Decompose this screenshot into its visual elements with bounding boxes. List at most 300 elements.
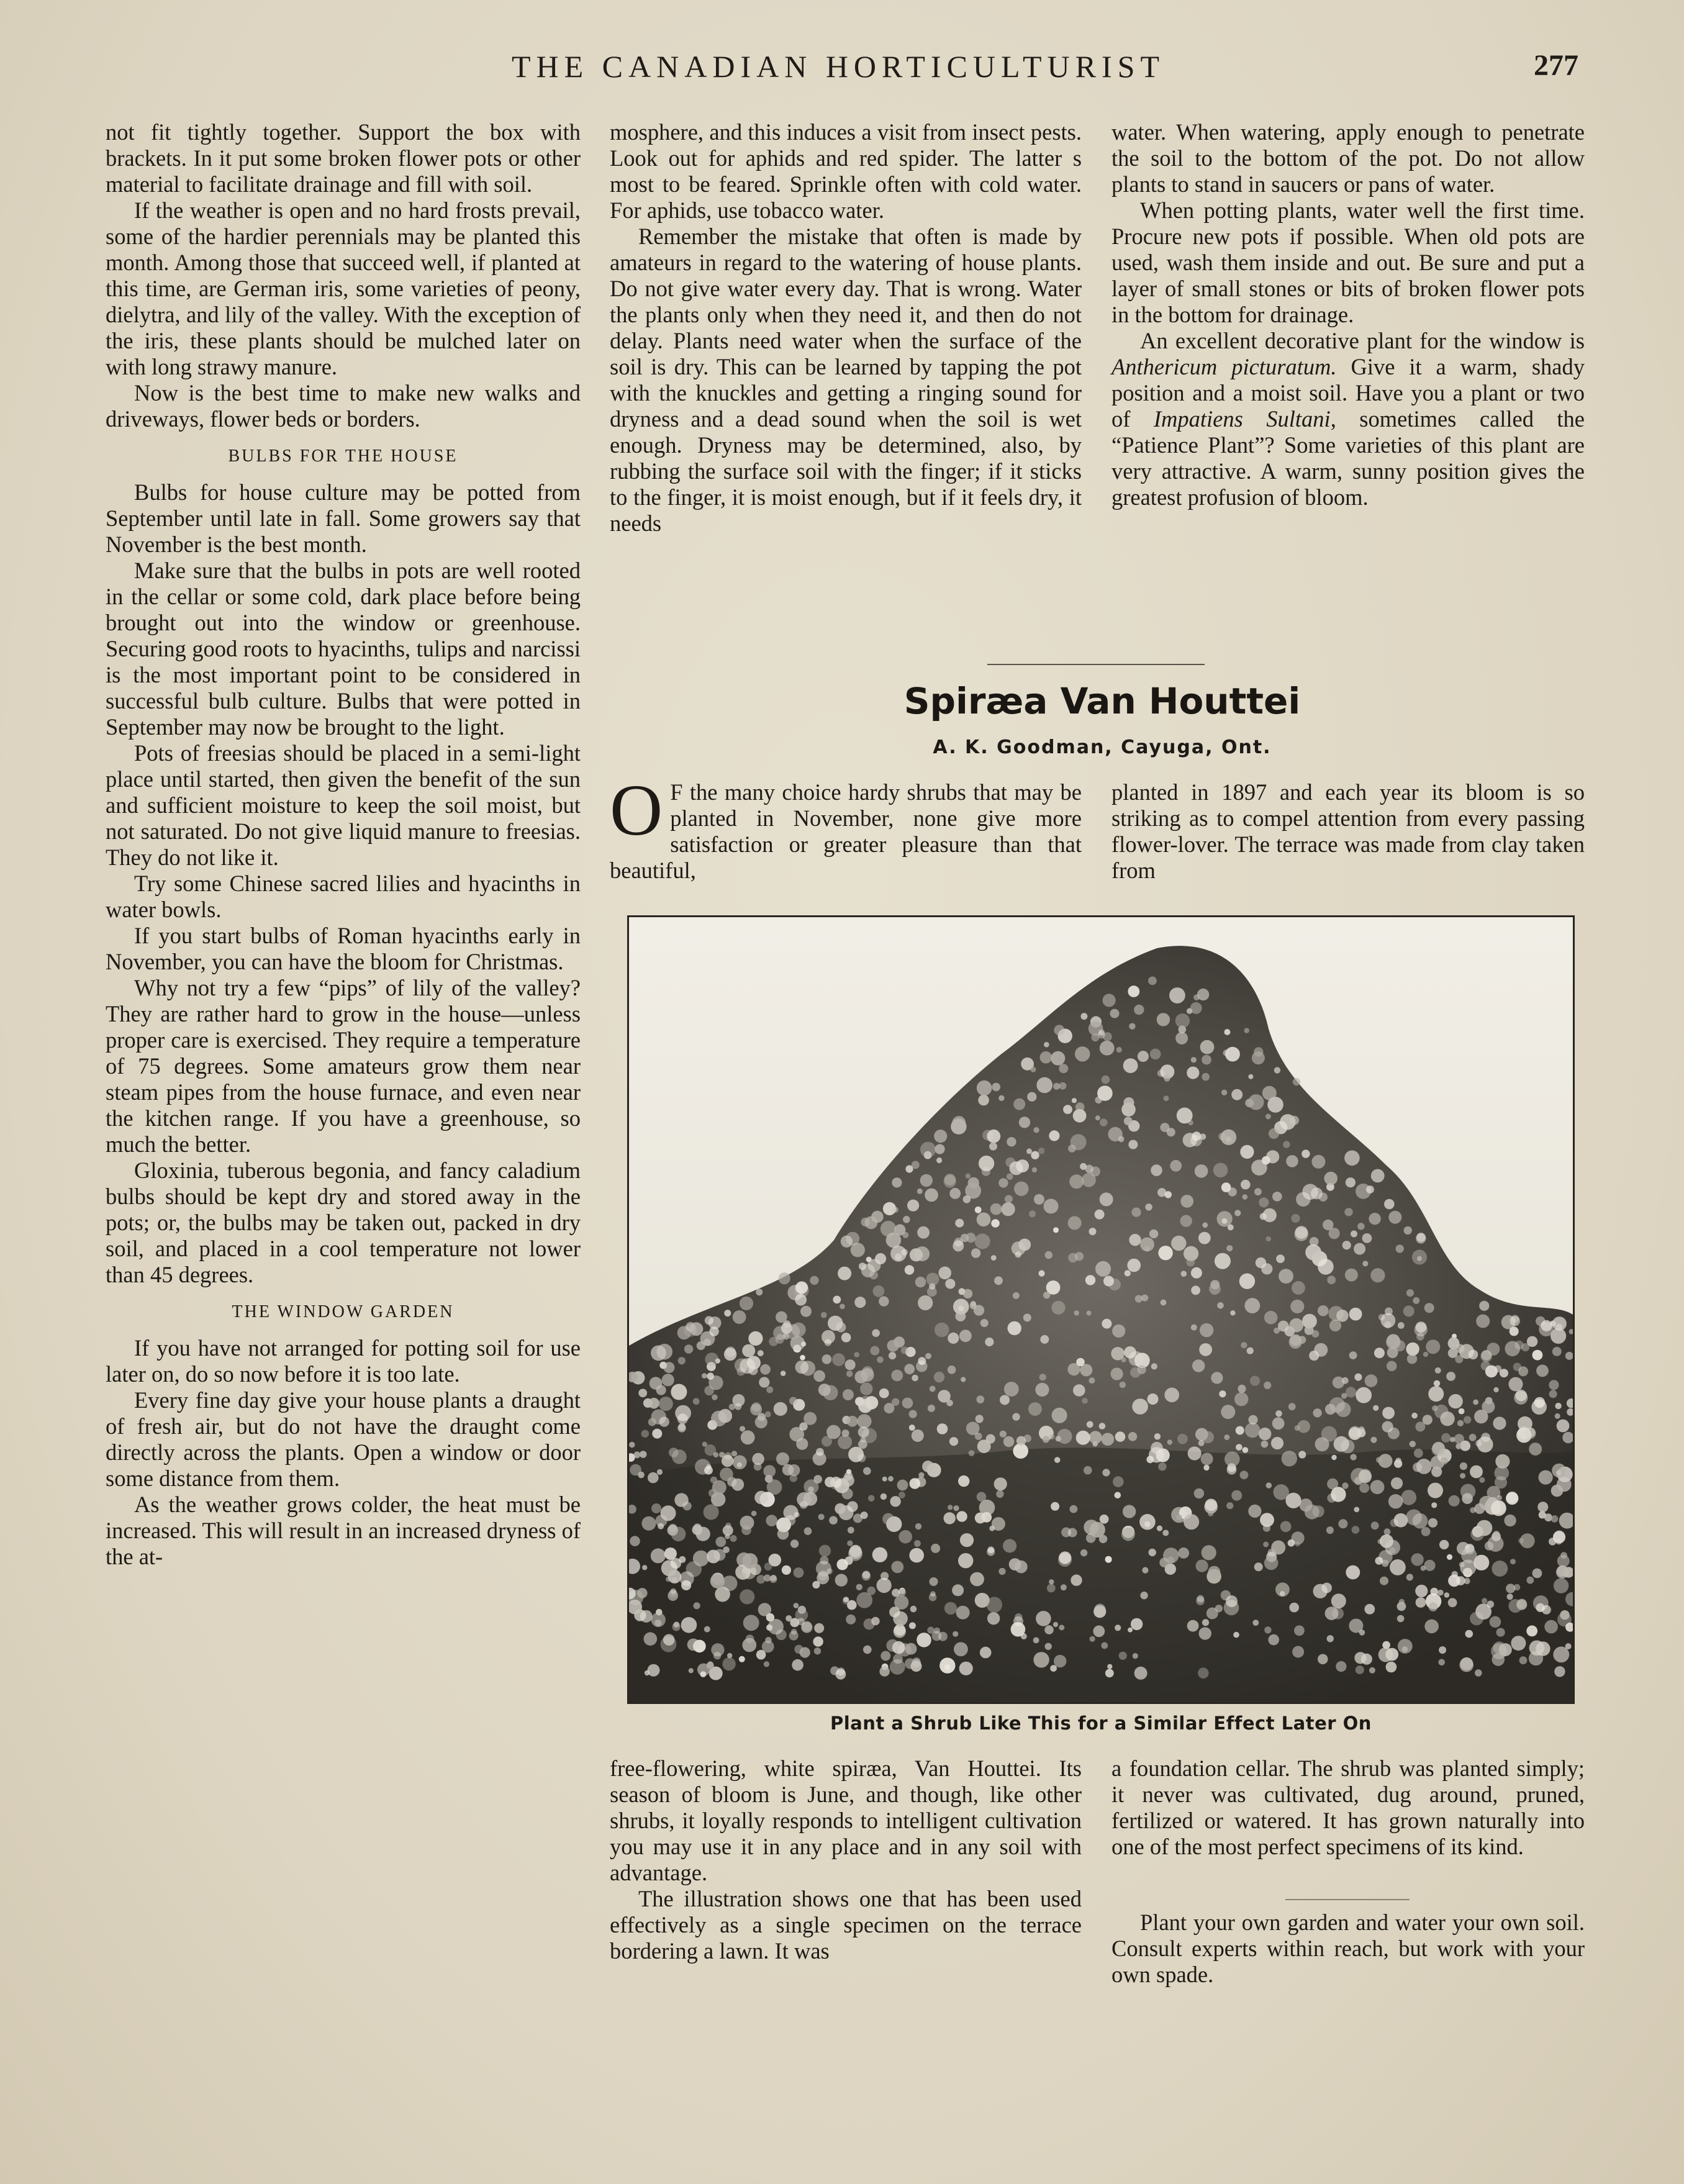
bloom-cluster bbox=[1177, 1108, 1193, 1124]
bloom-cluster bbox=[1504, 1515, 1516, 1526]
bloom-cluster bbox=[1482, 1598, 1487, 1603]
bloom-cluster bbox=[865, 1217, 878, 1230]
bloom-cluster bbox=[1365, 1374, 1378, 1387]
bloom-cluster bbox=[1129, 1234, 1141, 1246]
bloom-cluster bbox=[1113, 1476, 1124, 1487]
bloom-cluster bbox=[1301, 1149, 1310, 1158]
bloom-cluster bbox=[671, 1588, 677, 1595]
bloom-cluster bbox=[1243, 1447, 1249, 1453]
bloom-cluster bbox=[1448, 1394, 1462, 1408]
bloom-cluster bbox=[740, 1297, 753, 1310]
bloom-cluster bbox=[1161, 1300, 1167, 1306]
bloom-cluster bbox=[1099, 1423, 1106, 1430]
bloom-cluster bbox=[1437, 1590, 1444, 1596]
bloom-cluster bbox=[887, 1340, 899, 1352]
bloom-cluster bbox=[1225, 1047, 1240, 1062]
bloom-cluster bbox=[641, 1430, 650, 1438]
bloom-cluster bbox=[1429, 1602, 1438, 1611]
bloom-cluster bbox=[648, 1472, 659, 1484]
bloom-cluster bbox=[889, 1352, 896, 1359]
bloom-cluster bbox=[872, 1547, 887, 1562]
bloom-cluster bbox=[1016, 1436, 1026, 1446]
bloom-cluster bbox=[979, 1156, 994, 1171]
bloom-cluster bbox=[1087, 1421, 1093, 1428]
bloom-cluster bbox=[912, 1375, 918, 1382]
bloom-cluster bbox=[1384, 1528, 1391, 1535]
paragraph: mosphere, and this induces a visit from insect pests. Look out for aphids and red spider. The latter s most to be feared. Sprinkle often with cold water. For aphids, use tobacco water. bbox=[610, 119, 1082, 223]
bloom-cluster bbox=[794, 1603, 799, 1608]
bloom-cluster bbox=[1487, 1601, 1494, 1608]
bloom-cluster bbox=[1345, 1269, 1358, 1282]
bloom-cluster bbox=[1356, 1387, 1372, 1403]
bloom-cluster bbox=[1493, 1531, 1500, 1538]
bloom-cluster bbox=[661, 1505, 676, 1521]
bloom-cluster bbox=[1095, 1115, 1100, 1120]
bloom-cluster bbox=[1100, 1041, 1115, 1056]
bloom-cluster bbox=[1049, 1579, 1054, 1584]
bloom-cluster bbox=[1565, 1643, 1572, 1649]
bloom-cluster bbox=[1044, 1625, 1054, 1634]
bloom-cluster bbox=[1164, 1095, 1169, 1101]
bloom-cluster bbox=[953, 1240, 964, 1251]
article-intro-middle bbox=[610, 769, 1082, 884]
bloom-cluster bbox=[1331, 1487, 1346, 1502]
bloom-cluster bbox=[641, 1516, 656, 1531]
bloom-cluster bbox=[1462, 1493, 1473, 1504]
bloom-cluster bbox=[977, 1213, 991, 1227]
bloom-cluster bbox=[892, 1398, 899, 1406]
bloom-cluster bbox=[934, 1372, 944, 1382]
bloom-cluster bbox=[1421, 1566, 1426, 1571]
bloom-cluster bbox=[1089, 1431, 1102, 1444]
bloom-cluster bbox=[1465, 1630, 1474, 1638]
bloom-cluster bbox=[859, 1262, 866, 1270]
article-continuation-middle bbox=[610, 1756, 1082, 1964]
bloom-cluster bbox=[666, 1577, 671, 1582]
bloom-cluster bbox=[1327, 1276, 1336, 1284]
bloom-cluster bbox=[1380, 1534, 1393, 1548]
bloom-cluster bbox=[659, 1397, 673, 1411]
bloom-cluster bbox=[1482, 1400, 1495, 1413]
bloom-cluster bbox=[1398, 1639, 1413, 1654]
bloom-cluster bbox=[1231, 1089, 1243, 1100]
bloom-cluster bbox=[1034, 1194, 1044, 1205]
bloom-cluster bbox=[1536, 1365, 1549, 1377]
bloom-cluster bbox=[1554, 1666, 1565, 1677]
paragraph: a foundation cellar. The shrub was planted simply; it never was cultivated, dug around, pruned, fertilized or watered. It has grown naturally into one of the most perfect specimens of its kind. bbox=[1111, 1756, 1585, 1859]
bloom-cluster bbox=[1506, 1492, 1518, 1505]
bloom-cluster bbox=[960, 1533, 974, 1547]
section-heading-window-garden: THE WINDOW GARDEN bbox=[232, 1302, 455, 1321]
bloom-cluster bbox=[825, 1477, 835, 1487]
bloom-cluster bbox=[1397, 1615, 1405, 1623]
bloom-cluster bbox=[971, 1301, 976, 1307]
bloom-cluster bbox=[1375, 1557, 1383, 1565]
bloom-cluster bbox=[1241, 1342, 1247, 1348]
bloom-cluster bbox=[1549, 1390, 1557, 1398]
bloom-cluster bbox=[930, 1591, 936, 1597]
bloom-cluster bbox=[1349, 1427, 1362, 1440]
bloom-cluster bbox=[822, 1354, 832, 1364]
bloom-cluster bbox=[644, 1632, 658, 1646]
bloom-cluster bbox=[1475, 1440, 1482, 1447]
bloom-cluster bbox=[1455, 1443, 1461, 1449]
bloom-cluster bbox=[1557, 1420, 1570, 1433]
bloom-cluster bbox=[743, 1553, 758, 1569]
bloom-cluster bbox=[847, 1501, 858, 1511]
bloom-cluster bbox=[1264, 1311, 1278, 1325]
bloom-cluster bbox=[987, 1548, 995, 1556]
bloom-cluster bbox=[1271, 1541, 1285, 1555]
bloom-cluster bbox=[1202, 1073, 1210, 1081]
text-run: An excellent decorative plant for the window is bbox=[1140, 328, 1585, 353]
bloom-cluster bbox=[1485, 1366, 1498, 1378]
bloom-cluster bbox=[968, 1177, 979, 1189]
bloom-cluster bbox=[1112, 1325, 1125, 1338]
bloom-cluster bbox=[847, 1541, 853, 1546]
bloom-cluster bbox=[1278, 1321, 1289, 1332]
bloom-cluster bbox=[1544, 1620, 1558, 1634]
bloom-cluster bbox=[914, 1540, 921, 1547]
bloom-cluster bbox=[1389, 1547, 1395, 1554]
bloom-cluster bbox=[1423, 1352, 1428, 1357]
bloom-cluster bbox=[1342, 1377, 1349, 1384]
bloom-cluster bbox=[1115, 1624, 1121, 1631]
bloom-cluster bbox=[1154, 1433, 1161, 1439]
bloom-cluster bbox=[985, 1338, 994, 1346]
bloom-cluster bbox=[712, 1480, 727, 1495]
bloom-cluster bbox=[837, 1559, 848, 1570]
bloom-cluster bbox=[1158, 1462, 1166, 1470]
bloom-cluster bbox=[1144, 1246, 1149, 1251]
bloom-cluster bbox=[1529, 1651, 1543, 1665]
bloom-cluster bbox=[1102, 1469, 1110, 1476]
bloom-cluster bbox=[948, 1505, 953, 1510]
bloom-cluster bbox=[1119, 1652, 1127, 1660]
bloom-cluster bbox=[1289, 1318, 1303, 1333]
bloom-cluster bbox=[1505, 1341, 1520, 1357]
bloom-cluster bbox=[707, 1662, 714, 1669]
bloom-cluster bbox=[1013, 1292, 1020, 1299]
bloom-cluster bbox=[1144, 1521, 1150, 1527]
bloom-cluster bbox=[1552, 1316, 1567, 1331]
bloom-cluster bbox=[1164, 1075, 1170, 1081]
section-heading-bulbs: BULBS FOR THE HOUSE bbox=[228, 446, 458, 466]
bloom-cluster bbox=[1072, 1098, 1077, 1103]
bloom-cluster bbox=[1145, 1203, 1152, 1210]
paragraph: free-flowering, white spiræa, Van Houttei. Its season of bloom is June, and though, like other shrubs, it loyally responds to intelligent cultivation you may use it in any place and in any soil with advantage. bbox=[610, 1756, 1082, 1885]
bloom-cluster bbox=[1470, 1528, 1484, 1541]
article-intro-right bbox=[1111, 779, 1585, 884]
bloom-cluster bbox=[681, 1617, 697, 1633]
bloom-cluster bbox=[708, 1316, 722, 1330]
bloom-cluster bbox=[1297, 1420, 1310, 1433]
column-right bbox=[1111, 119, 1585, 510]
bloom-cluster bbox=[1310, 1237, 1319, 1246]
bloom-cluster bbox=[1357, 1223, 1364, 1230]
bloom-cluster bbox=[1376, 1457, 1382, 1463]
bloom-cluster bbox=[1030, 1067, 1036, 1072]
bloom-cluster bbox=[1215, 1253, 1231, 1269]
bloom-cluster bbox=[677, 1424, 686, 1433]
bloom-cluster bbox=[1105, 1669, 1114, 1678]
bloom-cluster bbox=[991, 1255, 997, 1261]
bloom-cluster bbox=[1101, 1643, 1108, 1649]
bloom-cluster bbox=[781, 1323, 792, 1334]
bloom-cluster bbox=[1010, 1161, 1023, 1175]
bloom-cluster bbox=[868, 1495, 875, 1502]
bloom-cluster bbox=[648, 1664, 660, 1677]
bloom-cluster bbox=[890, 1496, 900, 1507]
bloom-cluster bbox=[1026, 1148, 1032, 1154]
bloom-cluster bbox=[741, 1525, 751, 1535]
bloom-cluster bbox=[1171, 1236, 1186, 1251]
paragraph: When potting plants, water well the first time. Procure new pots if possible. When old pots are used, wash them inside and out. Be sure and put a layer of small stones or bits of broken flower pots in the bottom for drainage. bbox=[1111, 197, 1585, 327]
bloom-cluster bbox=[843, 1597, 849, 1602]
bloom-cluster bbox=[1359, 1483, 1369, 1493]
bloom-cluster bbox=[1003, 1436, 1015, 1448]
bloom-cluster bbox=[912, 1430, 924, 1442]
bloom-cluster bbox=[1354, 1243, 1365, 1255]
bloom-cluster bbox=[1385, 1648, 1398, 1661]
paragraph: Plant your own garden and water your own soil. Consult experts within reach, but work with your own spade. bbox=[1111, 1910, 1585, 1987]
bloom-cluster bbox=[1265, 1114, 1271, 1120]
bloom-cluster bbox=[1157, 1526, 1162, 1531]
bloom-cluster bbox=[1164, 1388, 1179, 1403]
paragraph: Now is the best time to make new walks and driveways, flower beds or borders. bbox=[106, 380, 581, 432]
bloom-cluster bbox=[858, 1399, 872, 1413]
bloom-cluster bbox=[1435, 1367, 1441, 1374]
bloom-cluster bbox=[1495, 1476, 1507, 1488]
bloom-cluster bbox=[705, 1353, 718, 1366]
bloom-cluster bbox=[640, 1610, 653, 1623]
bloom-cluster bbox=[1090, 1166, 1100, 1176]
bloom-cluster bbox=[1526, 1577, 1534, 1584]
bloom-cluster bbox=[893, 1654, 903, 1664]
bloom-cluster bbox=[702, 1442, 707, 1447]
bloom-cluster bbox=[1366, 1185, 1374, 1194]
bloom-cluster bbox=[814, 1647, 821, 1654]
bloom-cluster bbox=[1448, 1598, 1457, 1607]
bloom-cluster bbox=[1260, 1513, 1274, 1527]
bloom-cluster bbox=[948, 1366, 956, 1374]
bloom-cluster bbox=[879, 1666, 889, 1676]
bloom-cluster bbox=[918, 1295, 933, 1310]
bloom-cluster bbox=[1293, 1078, 1300, 1085]
bloom-cluster bbox=[1414, 1449, 1423, 1458]
bloom-cluster bbox=[963, 1195, 971, 1203]
bloom-cluster bbox=[1401, 1490, 1417, 1505]
bloom-cluster bbox=[930, 1577, 938, 1586]
bloom-cluster bbox=[638, 1472, 645, 1479]
bloom-cluster bbox=[656, 1344, 672, 1360]
bloom-cluster bbox=[1421, 1527, 1431, 1536]
bloom-cluster bbox=[1313, 1408, 1321, 1417]
bloom-cluster bbox=[788, 1464, 800, 1476]
bloom-cluster bbox=[800, 1306, 812, 1317]
bloom-cluster bbox=[944, 1174, 956, 1185]
bloom-cluster bbox=[1007, 1137, 1016, 1146]
bloom-cluster bbox=[1329, 1306, 1344, 1321]
bloom-cluster bbox=[925, 1353, 931, 1359]
bloom-cluster bbox=[847, 1600, 857, 1610]
bloom-cluster bbox=[742, 1344, 755, 1357]
bloom-cluster bbox=[1116, 1047, 1122, 1053]
bloom-cluster bbox=[1423, 1415, 1433, 1425]
bloom-cluster bbox=[946, 1400, 953, 1407]
bloom-cluster bbox=[1473, 1400, 1478, 1405]
bloom-cluster bbox=[1531, 1399, 1547, 1415]
bloom-cluster bbox=[1254, 1562, 1263, 1571]
bloom-cluster bbox=[700, 1671, 707, 1677]
bloom-cluster bbox=[1259, 1428, 1271, 1440]
bloom-cluster bbox=[1244, 1298, 1260, 1313]
bloom-cluster bbox=[1007, 1174, 1013, 1180]
bloom-cluster bbox=[1115, 1492, 1121, 1499]
paragraph: Remember the mistake that often is made by amateurs in regard to the watering of house plants. Do not give water every day. That is wrong. Water the plants only when they need it, and then do not delay. Plants need water when the surface of the soil is dry. This can be learned by tapping the pot with the knuckles and getting a ringing sound for dryness and a dead sound when the soil is wet enough. Dryness may be determined, also, by rubbing the surface soil with the finger; if it sticks to the finger, it is moist enough, but if it feels dry, it needs bbox=[610, 224, 1082, 536]
bloom-cluster bbox=[1181, 1271, 1187, 1277]
bloom-cluster bbox=[1404, 1226, 1412, 1235]
bloom-cluster bbox=[1142, 1567, 1148, 1574]
bloom-cluster bbox=[1387, 1361, 1397, 1372]
bloom-cluster bbox=[998, 1178, 1008, 1187]
bloom-cluster bbox=[725, 1347, 736, 1357]
bloom-cluster bbox=[1424, 1303, 1434, 1313]
bloom-cluster bbox=[634, 1451, 641, 1458]
bloom-cluster bbox=[648, 1398, 659, 1409]
bloom-cluster bbox=[642, 1565, 647, 1570]
bloom-cluster bbox=[704, 1626, 710, 1633]
bloom-cluster bbox=[792, 1659, 804, 1671]
paragraph: Every fine day give your house plants a draught of fresh air, but do not have the draught come directly across the plants. Open a window or door some distance from them. bbox=[106, 1387, 581, 1491]
bloom-cluster bbox=[1529, 1443, 1542, 1456]
bloom-cluster bbox=[1240, 1470, 1249, 1479]
shrub-illustration bbox=[629, 917, 1573, 1702]
bloom-cluster bbox=[1009, 1558, 1021, 1570]
bloom-cluster bbox=[758, 1350, 764, 1356]
bloom-cluster bbox=[1380, 1577, 1388, 1585]
bloom-cluster bbox=[1197, 989, 1209, 1000]
bloom-cluster bbox=[652, 1429, 662, 1439]
bloom-cluster bbox=[648, 1418, 656, 1426]
bloom-cluster bbox=[1371, 1169, 1385, 1183]
bloom-cluster bbox=[784, 1505, 799, 1520]
paragraph: If the weather is open and no hard frosts prevail, some of the hardier perennials may be planted this month. Among those that succeed well, if planted at this time, are German iris, some varieties of peony, dielytra, and lily of the valley. With the exception of the iris, these plants should be mulched later on with long strawy manure. bbox=[106, 197, 581, 379]
bloom-cluster bbox=[1532, 1569, 1542, 1579]
bloom-cluster bbox=[998, 1095, 1004, 1101]
bloom-cluster bbox=[1461, 1547, 1477, 1563]
bloom-cluster bbox=[1149, 1230, 1158, 1238]
bloom-cluster bbox=[935, 1323, 949, 1338]
bloom-cluster bbox=[1131, 1618, 1143, 1630]
bloom-cluster bbox=[1490, 1616, 1501, 1628]
bloom-cluster bbox=[754, 1491, 768, 1505]
bloom-cluster bbox=[704, 1466, 713, 1475]
bloom-cluster bbox=[713, 1452, 719, 1457]
paragraph: F the many choice hardy shrubs that may be planted in November, none give more satisfaction or greater pleasure than that beautiful, bbox=[610, 779, 1082, 883]
bloom-cluster bbox=[1191, 1267, 1202, 1279]
bloom-cluster bbox=[1520, 1533, 1535, 1548]
bloom-cluster bbox=[998, 1568, 1005, 1575]
bloom-cluster bbox=[1431, 1502, 1437, 1508]
bloom-cluster bbox=[846, 1615, 856, 1624]
bloom-cluster bbox=[877, 1578, 892, 1593]
bloom-cluster bbox=[1054, 1025, 1064, 1035]
bloom-cluster bbox=[791, 1629, 797, 1635]
bloom-cluster bbox=[777, 1334, 783, 1340]
bloom-cluster bbox=[1080, 1549, 1087, 1556]
bloom-cluster bbox=[712, 1394, 717, 1400]
bloom-cluster bbox=[821, 1312, 827, 1318]
bloom-cluster bbox=[1430, 1588, 1438, 1596]
bloom-cluster bbox=[994, 1276, 1003, 1285]
bloom-cluster bbox=[674, 1621, 680, 1628]
bloom-cluster bbox=[1537, 1502, 1548, 1512]
bloom-cluster bbox=[792, 1323, 806, 1337]
bloom-cluster bbox=[790, 1539, 799, 1547]
bloom-cluster bbox=[1410, 1441, 1416, 1447]
bloom-cluster bbox=[1290, 1334, 1301, 1346]
bloom-cluster bbox=[1033, 1638, 1039, 1644]
bloom-cluster bbox=[1054, 1655, 1066, 1667]
bloom-cluster bbox=[838, 1267, 851, 1280]
bloom-cluster bbox=[1019, 1117, 1030, 1128]
bloom-cluster bbox=[1406, 1289, 1414, 1297]
bloom-cluster bbox=[1341, 1439, 1354, 1453]
bloom-cluster bbox=[1070, 1505, 1078, 1513]
bloom-cluster bbox=[1226, 1136, 1231, 1142]
bloom-cluster bbox=[689, 1668, 694, 1673]
bloom-cluster bbox=[707, 1550, 720, 1564]
bloom-cluster bbox=[1080, 1163, 1087, 1170]
bloom-cluster bbox=[1311, 1155, 1325, 1169]
bloom-cluster bbox=[1180, 1195, 1193, 1208]
bloom-cluster bbox=[1218, 1133, 1226, 1140]
bloom-cluster bbox=[1148, 977, 1157, 986]
bloom-cluster bbox=[1344, 1151, 1360, 1166]
bloom-cluster bbox=[659, 1416, 669, 1426]
bloom-cluster bbox=[1002, 1202, 1015, 1216]
bloom-cluster bbox=[952, 1116, 966, 1130]
bloom-cluster bbox=[1432, 1405, 1437, 1411]
bloom-cluster bbox=[1093, 1626, 1105, 1638]
bloom-cluster bbox=[1446, 1372, 1455, 1381]
bloom-cluster bbox=[1219, 1390, 1226, 1397]
bloom-cluster bbox=[1336, 1661, 1346, 1672]
bloom-cluster bbox=[1226, 1595, 1238, 1607]
bloom-cluster bbox=[1265, 1236, 1271, 1242]
bloom-cluster bbox=[1107, 1664, 1112, 1669]
bloom-cluster bbox=[1203, 1465, 1209, 1470]
bloom-cluster bbox=[1496, 1628, 1505, 1637]
bloom-cluster bbox=[1191, 1285, 1200, 1295]
bloom-cluster bbox=[840, 1304, 845, 1310]
bloom-cluster bbox=[843, 1389, 854, 1400]
bloom-cluster bbox=[1015, 1251, 1021, 1257]
bloom-cluster bbox=[1151, 1164, 1162, 1176]
bloom-cluster bbox=[1476, 1315, 1490, 1328]
bloom-cluster bbox=[804, 1479, 818, 1494]
bloom-cluster bbox=[663, 1634, 675, 1646]
bloom-cluster bbox=[690, 1322, 704, 1336]
bloom-cluster bbox=[638, 1389, 647, 1397]
bloom-cluster bbox=[1245, 1099, 1254, 1107]
bloom-cluster bbox=[975, 1207, 982, 1213]
bloom-cluster bbox=[1318, 1259, 1334, 1275]
bloom-cluster bbox=[678, 1357, 686, 1364]
bloom-cluster bbox=[1351, 1231, 1357, 1238]
bloom-cluster bbox=[829, 1516, 838, 1525]
